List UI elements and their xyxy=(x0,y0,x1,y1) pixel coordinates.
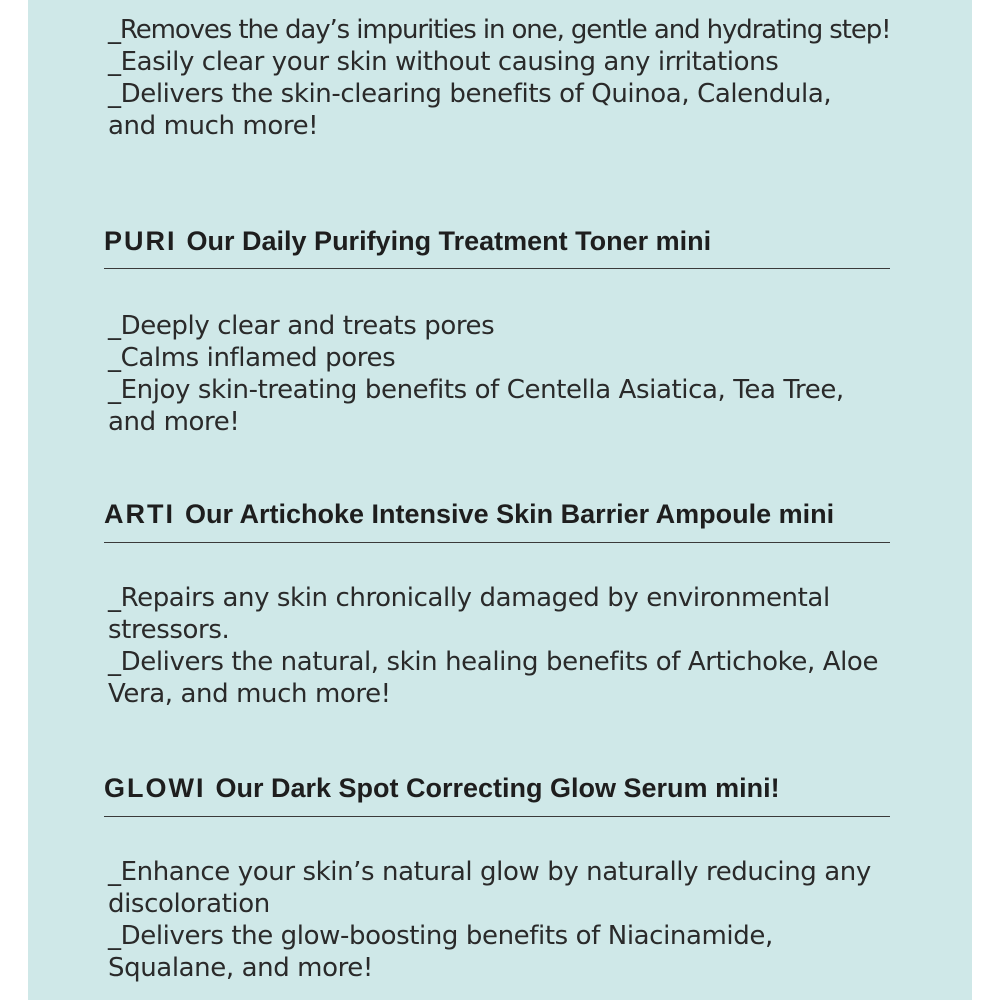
product-name: Our Artichoke Intensive Skin Barrier Ampoule mini xyxy=(185,499,835,529)
benefit-line: _Deeply clear and treats pores xyxy=(108,311,495,341)
benefit-line: _Repairs any skin chronically damaged by environmental xyxy=(108,583,830,613)
product-name: Our Dark Spot Correcting Glow Serum mini! xyxy=(215,773,780,803)
section-divider xyxy=(104,542,890,543)
benefit-line: _Delivers the glow-boosting benefits of Niacinamide, xyxy=(108,921,773,951)
product-code: ARTI xyxy=(104,499,175,529)
product-name: Our Daily Purifying Treatment Toner mini xyxy=(186,226,712,256)
benefit-line: _Enhance your skin’s natural glow by naturally reducing any xyxy=(108,857,871,887)
section-divider xyxy=(104,268,890,269)
product-benefit-list-puri xyxy=(108,310,844,438)
benefit-line: stressors. xyxy=(108,615,230,645)
content-panel xyxy=(28,0,972,1000)
benefit-line: discoloration xyxy=(108,889,270,919)
benefit-line: _Delivers the natural, skin healing benefits of Artichoke, Aloe xyxy=(108,647,879,677)
benefit-line: _Calms inflamed pores xyxy=(108,343,396,373)
product-code: PURI xyxy=(104,226,177,256)
intro-benefit-list xyxy=(108,14,890,142)
benefit-line: _Removes the day’s impurities in one, gentle and hydrating step! xyxy=(108,15,891,45)
section-divider xyxy=(104,816,890,817)
product-code: GLOWI xyxy=(104,773,206,803)
product-benefit-list-glowi xyxy=(108,856,871,984)
benefit-line: and more! xyxy=(108,407,240,437)
benefit-line: Squalane, and more! xyxy=(108,953,373,983)
product-benefit-list-arti xyxy=(108,582,878,710)
benefit-line: _Delivers the skin-clearing benefits of Quinoa, Calendula, xyxy=(108,79,832,109)
product-heading-puri xyxy=(104,224,711,258)
benefit-line: and much more! xyxy=(108,111,319,141)
benefit-line: _Easily clear your skin without causing any irritations xyxy=(108,47,779,77)
product-heading-arti xyxy=(104,497,834,531)
product-heading-glowi xyxy=(104,771,780,805)
benefit-line: _Enjoy skin-treating benefits of Centella Asiatica, Tea Tree, xyxy=(108,375,844,405)
benefit-line: Vera, and much more! xyxy=(108,679,391,709)
